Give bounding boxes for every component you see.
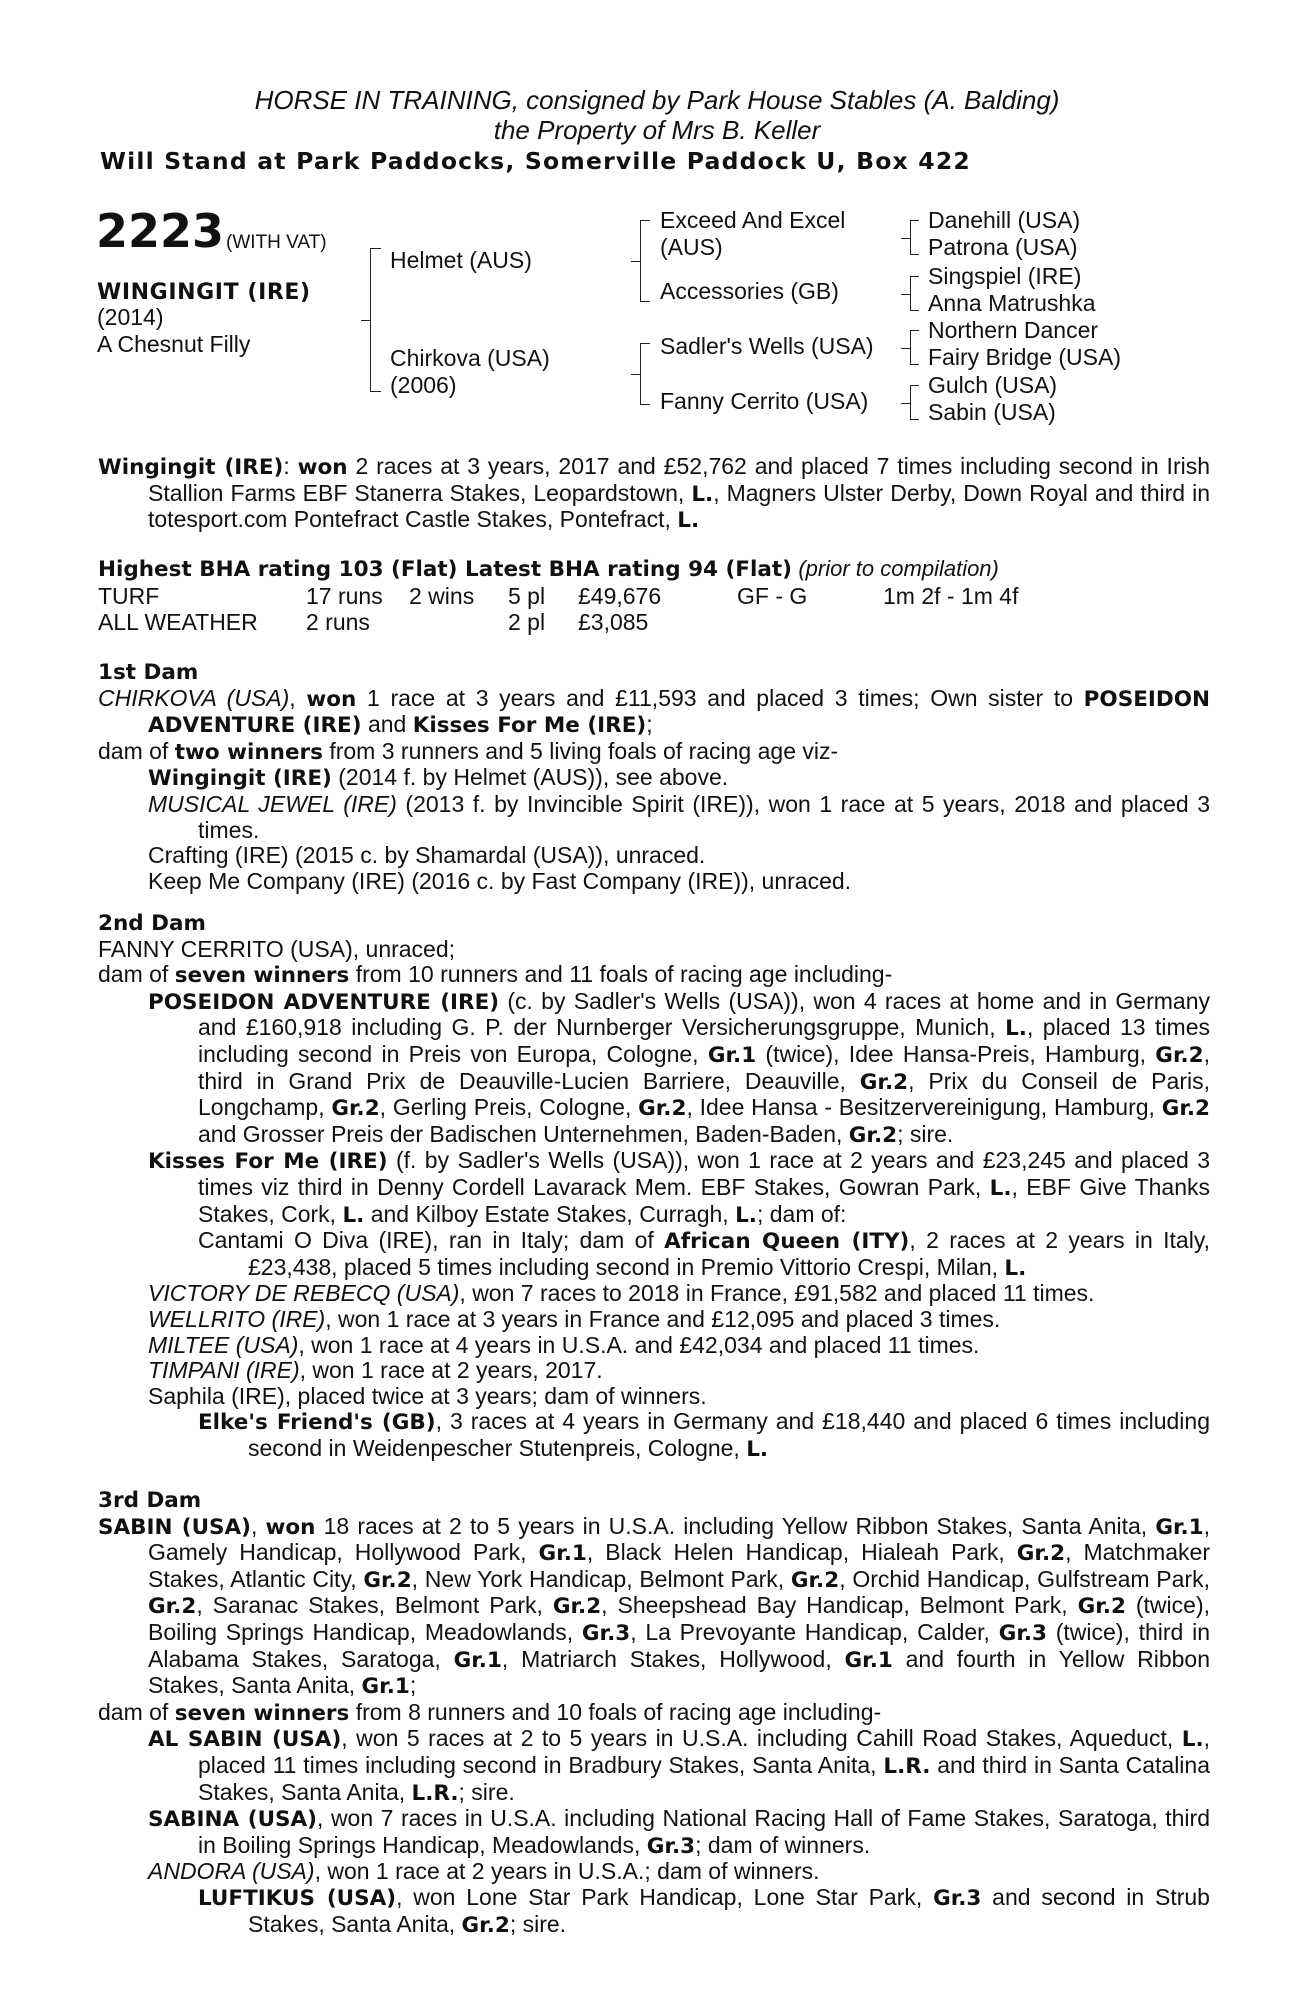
dam-text: , Matchmaker Stakes, Atlantic City, <box>148 1539 1210 1592</box>
group-mark: Gr.2 <box>461 1912 510 1938</box>
progeny-text: , won 5 races at 2 to 5 years in U.S.A. including Cahill Road Stakes, Aqueduct, <box>341 1725 1182 1752</box>
listed-mark: L. <box>342 1202 365 1228</box>
dam-text-semi: ; <box>646 711 653 738</box>
dam-text: , Sheepshead Bay Handicap, Belmont Park, <box>601 1592 1078 1619</box>
dam-text: 18 races at 2 to 5 years in U.S.A. including Yellow Ribbon Stakes, Santa Anita, <box>315 1512 1156 1539</box>
stand-line: Will Stand at Park Paddocks, Somerville Paddock U, Box 422 <box>100 147 971 175</box>
group-mark: Gr.1 <box>453 1647 502 1673</box>
progeny-text: , won 1 race at 2 years, 2017. <box>299 1357 603 1384</box>
sss: Danehill (USA) <box>928 207 1081 233</box>
dam-name: SABIN (USA) <box>98 1514 251 1540</box>
progeny-text: (twice), Idee Hansa-Preis, Hamburg, <box>756 1040 1156 1067</box>
progeny-name: MUSICAL JEWEL (IRE) <box>148 790 397 817</box>
dds: Gulch (USA) <box>928 372 1058 398</box>
progeny-text: , Idee Hansa - Besitzervereinigung, Hamburg, <box>686 1094 1162 1121</box>
group-mark: Gr.2 <box>1161 1096 1210 1122</box>
progeny-text: , 3 races at 4 years in Germany and £18,440 and placed 6 times including second in Weidenpescher Stutenpreis, Cologne, <box>248 1408 1210 1461</box>
progeny-text: , Gerling Preis, Cologne, <box>379 1094 639 1121</box>
group-mark: Gr.1 <box>538 1541 587 1567</box>
sds: Singspiel (IRE) <box>928 263 1082 289</box>
dam-text: , Orchid Handicap, Gulfstream Park, <box>839 1565 1210 1592</box>
summary-text-1: 2 races at 3 years, 2017 and £52,762 and placed 7 times including second in Irish Stallion Farms EBF Stanerra Stakes, Leopardstown, <box>148 453 1211 506</box>
progeny-line: Keep Me Company (IRE) (2016 c. by Fast Company (IRE)), unraced. <box>148 867 852 894</box>
race-summary: Wingingit (IRE): won 2 races at 3 years, 2017 and £52,762 and placed 7 times including second in Irish Stallion Farms EBF Stanerra Stakes, Leopardstown, L., Magners Ulster Derby, Down Royal and third in totesport.com Pontefract Castle Stakes, Pontefract, L. <box>98 453 1211 534</box>
distance: 1m 2f - 1m 4f <box>883 583 1019 609</box>
pedigree-brace-3a <box>910 220 919 255</box>
summary-text-2: , Magners Ulster Derby, Down Royal and third in totesport.com Pontefract Castle Stakes, Pontefract, <box>148 479 1211 533</box>
progeny-name: ANDORA (USA) <box>148 1858 315 1885</box>
group-mark: Gr.1 <box>707 1042 757 1068</box>
won-mark: won <box>306 686 357 712</box>
owner-line: the Property of Mrs B. Keller <box>493 115 821 145</box>
third-dam-heading: 3rd Dam <box>98 1488 202 1513</box>
runs: 17 runs <box>306 583 383 609</box>
progeny-text: ; dam of: <box>756 1200 847 1227</box>
second-dam-heading: 2nd Dam <box>98 911 206 936</box>
sibling-2: Kisses For Me (IRE) <box>412 713 647 739</box>
bha-rating <box>98 556 1210 583</box>
progeny-name: LUFTIKUS (USA) <box>198 1885 397 1911</box>
ddd: Sabin (USA) <box>928 399 1056 425</box>
dam-text: and fourth in Yellow Ribbon Stakes, Santa Anita, <box>148 1645 1210 1699</box>
progeny-name: AL SABIN (USA) <box>148 1727 342 1753</box>
progeny-text: , 2 races at 2 years in Italy, £23,438, placed 5 times including second in Premio Vittorio Crespi, Milan, <box>248 1227 1211 1280</box>
prize: £49,676 <box>578 583 662 609</box>
progeny-text: and Grosser Preis der Badischen Unternehmen, Baden-Baden, <box>198 1120 849 1147</box>
listed-mark: L. <box>735 1202 757 1228</box>
pedigree-brace-3b <box>910 276 919 311</box>
progeny-text: ; sire. <box>897 1120 954 1147</box>
wins: 2 wins <box>409 583 475 609</box>
dam-text: ; <box>409 1672 417 1699</box>
foaling-year: (2014) <box>97 304 164 330</box>
progeny-text: , won 1 race at 3 years in France and £12,095 and placed 3 times. <box>325 1305 1001 1332</box>
dam-of: dam of <box>98 737 175 764</box>
progeny-text: , placed 13 times including second in Preis von Europa, Cologne, <box>198 1014 1210 1067</box>
runs: 2 runs <box>306 609 370 635</box>
progeny-text: ; sire. <box>509 1910 567 1937</box>
dam-of-rest: from 3 runners and 5 living foals of racing age viz- <box>322 737 839 764</box>
pedigree-brace-3d <box>910 385 919 420</box>
group-mark: Gr.2 <box>1016 1541 1066 1567</box>
pedigree-brace-2a <box>640 220 650 302</box>
listed-mark: L. <box>691 481 714 507</box>
progeny-text: (2013 f. by Invincible Spirit (IRE)), won 1 race at 5 years, 2018 and placed 3 times. <box>198 790 1210 843</box>
progeny-text: (f. by Sadler's Wells (USA)), won 1 race at 2 years and £23,245 and placed 3 times viz third in Denny Cordell Lavarack Mem. EBF Stakes, Gowran Park, <box>198 1147 1210 1200</box>
dam-name: CHIRKOVA (USA) <box>98 684 290 711</box>
group-mark: Gr.2 <box>1155 1042 1204 1068</box>
dam: Chirkova (USA) <box>390 345 550 371</box>
progeny-text: , won 7 races to 2018 in France, £91,582 and placed 11 times. <box>459 1280 1095 1307</box>
progeny-text: (c. by Sadler's Wells (USA)), won 4 races at home and in Germany and £160,918 including G. P. der Nurnberger Versicherungsgruppe, Munich, <box>198 987 1210 1041</box>
placed: 2 pl <box>508 609 546 635</box>
progeny-text: ; dam of winners. <box>695 1831 871 1858</box>
group-mark: Gr.3 <box>933 1885 982 1911</box>
dam-of: dam of <box>98 1698 175 1725</box>
summary-name: Wingingit (IRE) <box>98 455 284 480</box>
winners-count: seven winners <box>174 1700 350 1726</box>
horse-name: WINGINGIT (IRE) <box>97 280 311 305</box>
horse-description: A Chesnut Filly <box>97 331 251 357</box>
prize: £3,085 <box>578 609 649 635</box>
listed-mark: L. <box>1005 1016 1027 1042</box>
progeny-name: African Queen (ITY) <box>664 1229 910 1255</box>
pedigree-brace-3c <box>910 330 919 365</box>
dam-text: 1 race at 3 years and £11,593 and placed 3 times; Own sister to <box>356 684 1084 711</box>
dam-year: (2006) <box>390 372 457 398</box>
progeny-name: WELLRITO (IRE) <box>148 1305 326 1332</box>
progeny-name: Kisses For Me (IRE) <box>148 1149 388 1175</box>
first-dam-heading: 1st Dam <box>98 660 199 685</box>
progeny-name: SABINA (USA) <box>148 1807 318 1833</box>
progeny-name: VICTORY DE REBECQ (USA) <box>148 1280 460 1307</box>
lot-number: 2223 <box>96 204 225 258</box>
listed-mark: L.R. <box>411 1780 459 1806</box>
group-mark: Gr.3 <box>581 1620 631 1646</box>
surface: ALL WEATHER <box>98 609 258 635</box>
sire: Helmet (AUS) <box>390 247 532 273</box>
progeny-text: Cantami O Diva (IRE), ran in Italy; dam of <box>198 1227 665 1254</box>
progeny-text: , won 1 race at 2 years in U.S.A.; dam of winners. <box>314 1858 820 1885</box>
group-mark: Gr.1 <box>361 1674 410 1700</box>
group-mark: Gr.2 <box>638 1096 687 1122</box>
vat-note: (WITH VAT) <box>226 232 327 253</box>
group-mark: Gr.2 <box>363 1567 412 1593</box>
progeny-line: Saphila (IRE), placed twice at 3 years; dam of winners. <box>148 1382 707 1409</box>
dam-dam: Fanny Cerrito (USA) <box>660 388 869 414</box>
group-mark: Gr.2 <box>1077 1594 1126 1620</box>
dam-text: , Black Helen Handicap, Hialeah Park, <box>586 1539 1017 1566</box>
listed-mark: L. <box>746 1436 769 1462</box>
progeny-text: and Kilboy Estate Stakes, Curragh, <box>364 1200 736 1227</box>
group-mark: Gr.2 <box>552 1594 602 1620</box>
dam-sire: Sadler's Wells (USA) <box>660 333 874 359</box>
progeny-text: , won Lone Star Park Handicap, Lone Star Park, <box>396 1883 934 1910</box>
dam-name-line: FANNY CERRITO (USA), unraced; <box>98 935 456 962</box>
sire-sire-country: (AUS) <box>660 234 723 260</box>
listed-mark: L. <box>677 508 700 534</box>
progeny-line: Crafting (IRE) (2015 c. by Shamardal (USA)), unraced. <box>148 842 706 869</box>
group-mark: Gr.2 <box>331 1096 380 1122</box>
dam-text: (twice), Boiling Springs Handicap, Meadowlands, <box>148 1592 1210 1645</box>
progeny-name: Elke's Friend's (GB) <box>198 1410 436 1436</box>
progeny-text: , Prix du Conseil de Paris, Longchamp, <box>198 1067 1210 1121</box>
progeny-text: , placed 11 times including second in Bradbury Stakes, Santa Anita, <box>198 1725 1211 1778</box>
progeny-name: Wingingit (IRE) <box>148 766 332 792</box>
progeny-name: POSEIDON ADVENTURE (IRE) <box>148 989 500 1015</box>
progeny-text: (2014 f. by Helmet (AUS)), see above. <box>331 764 729 791</box>
group-mark: Gr.2 <box>848 1122 898 1148</box>
dam-text: , New York Handicap, Belmont Park, <box>411 1565 791 1592</box>
dam-of-rest: from 10 runners and 11 foals of racing age including- <box>349 961 893 988</box>
placed: 5 pl <box>508 583 546 609</box>
third-dam-section: 3rd Dam SABIN (USA), won 18 races at 2 to 5 years in U.S.A. including Yellow Ribbon Stakes, Santa Anita, Gr.1, Gamely Handicap, Hollywood Park, Gr.1, Black Helen Handicap, Hialeah Park, Gr.2, Matchmaker Stakes, Atlantic City, Gr.2, New York Handicap, Belmont Park, Gr.2, Orchid Handicap, Gulfstream Park, Gr.2, Saranac Stakes, Belmont Park, Gr.2, Sheepshead Bay Handicap, Belmont Park, Gr.2 (twice), Boiling Springs Handicap, Meadowlands, Gr.3, La Prevoyante Handicap, Calder, Gr.3 (twice), third in Alabama Stakes, Saratoga, Gr.1, Matriarch Stakes, Hollywood, Gr.1 and fourth in Yellow Ribbon Stakes, Santa Anita, Gr.1; dam of seven winners from 8 runners and 10 foals of racing age including- AL SABIN (USA), won 5 races at 2 to 5 years in U.S.A. including Cahill Road Stakes, Aqueduct, L., placed 11 times including second in Bradbury Stakes, Santa Anita, L.R. and third in Santa Catalina Stakes, Santa Anita, L.R.; sire. SABINA (USA), won 7 races in U.S.A. including National Racing Hall of Fame Stakes, Saratoga, third in Boiling Springs Handicap, Meadowlands, Gr.3; dam of winners. ANDORA (USA), won 1 race at 2 years in U.S.A.; dam of winners. LUFTIKUS (USA), won Lone Star Park Handicap, Lone Star Park, Gr.3 and second in Strub Stakes, Santa Anita, Gr.2; sire. <box>98 1488 1211 1938</box>
winners-count: two winners <box>174 739 323 765</box>
summary-won: won <box>297 455 348 480</box>
surface: TURF <box>98 583 160 609</box>
sdd: Anna Matrushka <box>928 290 1096 316</box>
group-mark: Gr.1 <box>1155 1514 1204 1540</box>
dam-text: , Matriarch Stakes, Hollywood, <box>501 1645 845 1672</box>
progeny-text: ; sire. <box>458 1778 515 1805</box>
dam-of-rest: from 8 runners and 10 foals of racing age including- <box>349 1698 882 1725</box>
consignor-line: HORSE IN TRAINING, consigned by Park House Stables (A. Balding) <box>254 85 1060 115</box>
group-mark: Gr.1 <box>844 1647 893 1673</box>
won-mark: won <box>265 1514 316 1540</box>
rating-text: Highest BHA rating 103 (Flat) Latest BHA rating 94 (Flat) <box>98 557 792 582</box>
dam-text: , Gamely Handicap, Hollywood Park, <box>148 1512 1211 1566</box>
group-mark: Gr.3 <box>646 1833 696 1859</box>
dam-of: dam of <box>98 961 175 988</box>
group-mark: Gr.2 <box>148 1594 197 1620</box>
progeny-name: TIMPANI (IRE) <box>148 1357 300 1384</box>
group-mark: Gr.2 <box>790 1567 840 1593</box>
first-dam-section: 1st Dam CHIRKOVA (USA), won 1 race at 3 years and £11,593 and placed 3 times; Own sister to POSEIDON ADVENTURE (IRE) and Kisses For Me (IRE); dam of two winners from 3 runners and 5 living foals of racing age viz- Wingingit (IRE) (2014 f. by Helmet (AUS)), see above. MUSICAL JEWEL (IRE) (2013 f. by Invincible Spirit (IRE)), won 1 race at 5 years, 2018 and placed 3 times. Crafting (IRE) (2015 c. by Shamardal (USA)), unraced. Keep Me Company (IRE) (2016 c. by Fast Company (IRE)), unraced. <box>98 660 1210 894</box>
dam-text: , Saranac Stakes, Belmont Park, <box>196 1592 553 1619</box>
going: GF - G <box>737 583 808 609</box>
second-dam-section <box>98 911 1210 1462</box>
sire-dam: Accessories (GB) <box>660 278 839 304</box>
listed-mark: L. <box>989 1175 1012 1201</box>
dam-text: , La Prevoyante Handicap, Calder, <box>630 1618 999 1645</box>
progeny-name: MILTEE (USA) <box>148 1331 299 1358</box>
ssd: Patrona (USA) <box>928 234 1078 260</box>
progeny-text: , won 1 race at 4 years in U.S.A. and £42,034 and placed 11 times. <box>298 1331 980 1358</box>
dss: Northern Dancer <box>928 317 1099 343</box>
winners-count: seven winners <box>174 963 350 989</box>
pedigree-brace-2b <box>640 343 650 405</box>
pedigree-brace-1 <box>370 248 381 392</box>
dam-text: (twice), third in Alabama Stakes, Saratoga, <box>148 1618 1210 1672</box>
sibling-1: POSEIDON ADVENTURE (IRE) <box>148 686 1210 739</box>
dam-text-and: and <box>361 711 413 738</box>
rating-note: (prior to compilation) <box>798 556 999 581</box>
progeny-text: , won 7 races in U.S.A. including National Racing Hall of Fame Stakes, Saratoga, third in Boiling Springs Handicap, Meadowlands, <box>198 1805 1210 1858</box>
listed-mark: L. <box>1181 1727 1204 1753</box>
listed-mark: L. <box>1004 1255 1027 1281</box>
group-mark: Gr.3 <box>998 1620 1047 1646</box>
sire-sire: Exceed And Excel <box>660 207 846 233</box>
listed-mark: L.R. <box>883 1753 931 1779</box>
progeny-text: , EBF Give Thanks Stakes, Cork, <box>198 1173 1211 1227</box>
progeny-text: , third in Grand Prix de Deauville-Lucien Barriere, Deauville, <box>198 1040 1210 1094</box>
progeny-text: and third in Santa Catalina Stakes, Santa Anita, <box>198 1751 1210 1805</box>
progeny-text: and second in Strub Stakes, Santa Anita, <box>248 1883 1210 1937</box>
group-mark: Gr.2 <box>859 1069 909 1095</box>
dsd: Fairy Bridge (USA) <box>928 344 1121 370</box>
